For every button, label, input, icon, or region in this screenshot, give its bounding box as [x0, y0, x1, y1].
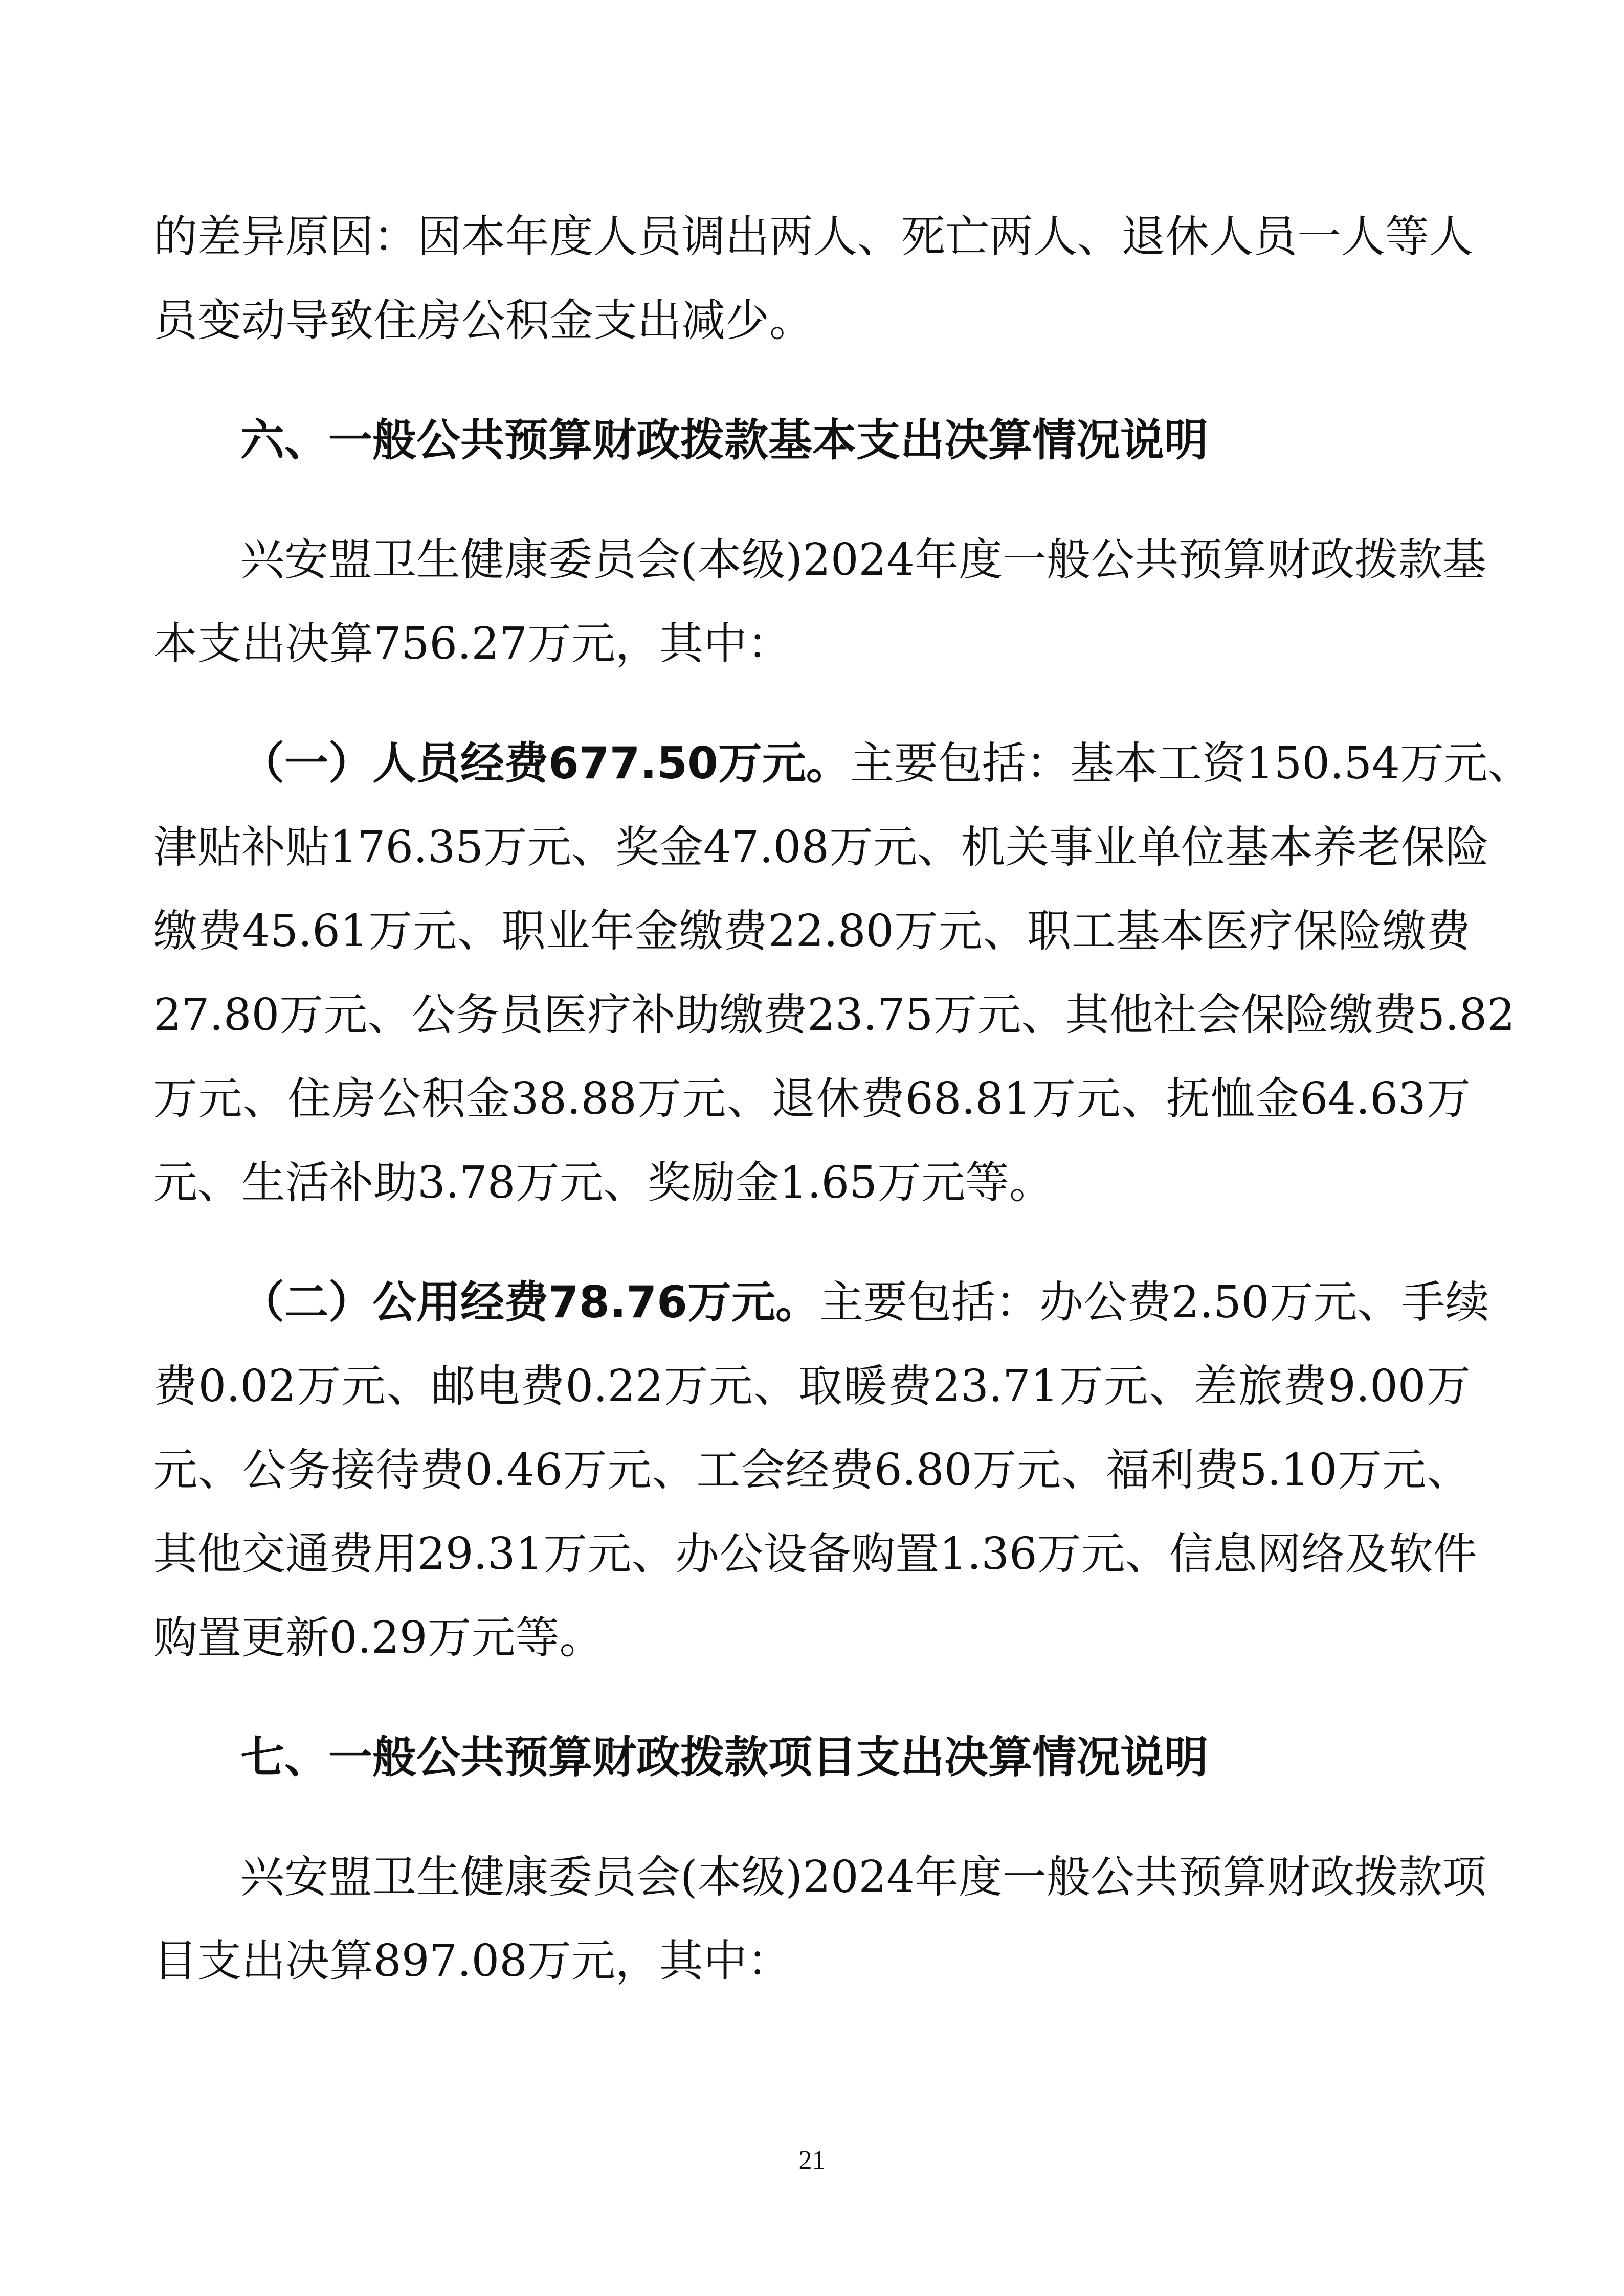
personnel-expense-title: （一）人员经费677.50万元。: [240, 738, 850, 789]
paragraph-line: 元、生活补助3.78万元、奖励金1.65万元等。: [153, 1157, 1053, 1208]
section-heading-7: 七、一般公共预算财政拨款项目支出决算情况说明: [240, 1732, 1208, 1783]
paragraph-line: 费0.02万元、邮电费0.22万元、取暖费23.71万元、差旅费9.00万: [153, 1361, 1471, 1412]
public-expense-line: [240, 1274, 1489, 1331]
paragraph-line: 本支出决算756.27万元，其中：: [153, 618, 791, 669]
paragraph-line: 购置更新0.29万元等。: [153, 1612, 604, 1663]
paragraph-line: 27.80万元、公务员医疗补助缴费23.75万元、其他社会保险缴费5.82: [153, 989, 1515, 1041]
section-heading-6: 六、一般公共预算财政拨款基本支出决算情况说明: [240, 415, 1208, 466]
paragraph-line: 兴安盟卫生健康委员会(本级)2024年度一般公共预算财政拨款基: [240, 534, 1486, 586]
paragraph-line: 目支出决算897.08万元，其中：: [153, 1935, 791, 1987]
paragraph-line: 兴安盟卫生健康委员会(本级)2024年度一般公共预算财政拨款项: [240, 1852, 1486, 1903]
paragraph-line: 万元、住房公积金38.88万元、退休费68.81万元、抚恤金64.63万: [153, 1073, 1471, 1124]
page-number: 21: [798, 2146, 826, 2175]
personnel-expense-text: 主要包括：基本工资150.54万元、: [850, 738, 1532, 789]
paragraph-line: 缴费45.61万元、职业年金缴费22.80万元、职工基本医疗保险缴费: [153, 906, 1471, 957]
public-expense-title: （二）公用经费78.76万元。: [240, 1277, 820, 1328]
public-expense-text: 主要包括：办公费2.50万元、手续: [819, 1277, 1489, 1328]
paragraph-line: 其他交通费用29.31万元、办公设备购置1.36万元、信息网络及软件: [153, 1528, 1477, 1580]
paragraph-line: 的差异原因：因本年度人员调出两人、死亡两人、退休人员一人等人: [153, 211, 1473, 262]
personnel-expense-line: [240, 735, 1532, 792]
paragraph-line: 元、公务接待费0.46万元、工会经费6.80万元、福利费5.10万元、: [153, 1445, 1471, 1496]
paragraph-line: 津贴补贴176.35万元、奖金47.08万元、机关事业单位基本养老保险: [153, 822, 1489, 873]
paragraph-line: 员变动导致住房公积金支出减少。: [153, 295, 813, 346]
